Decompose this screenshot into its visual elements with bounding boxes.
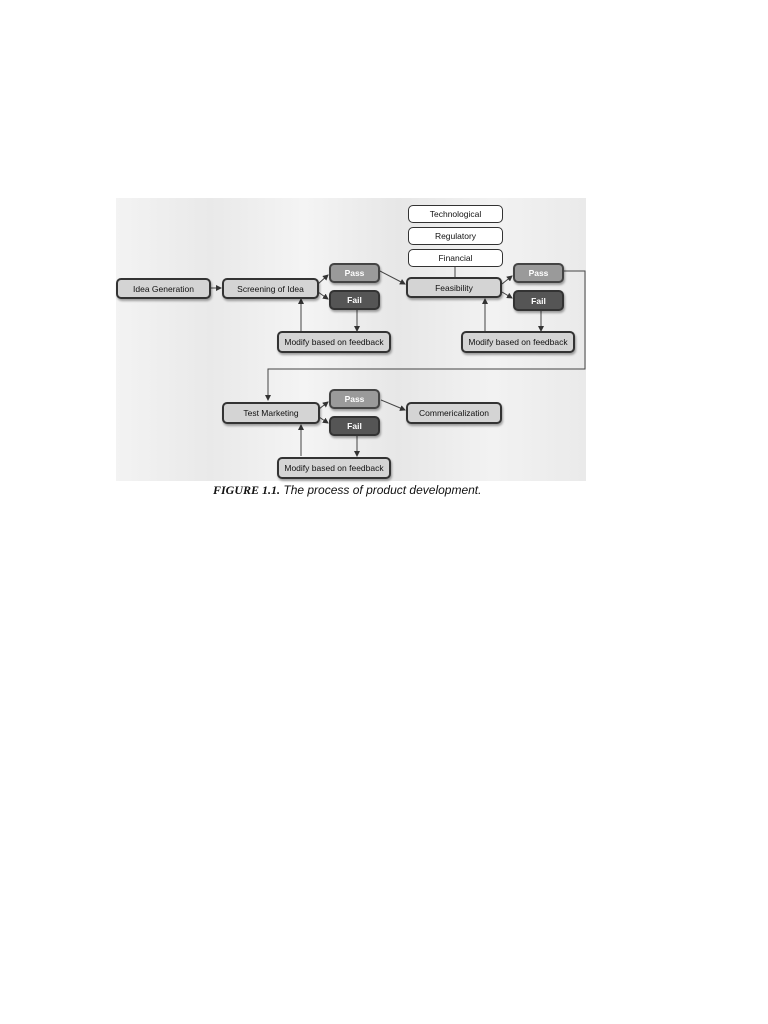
technological-node: Technological bbox=[408, 205, 503, 223]
fail-node-3: Fail bbox=[329, 416, 380, 436]
idea-generation-node: Idea Generation bbox=[116, 278, 211, 299]
figure-caption bbox=[213, 483, 481, 498]
arrow-test-marketing-to-pass-3 bbox=[319, 402, 328, 409]
arrow-screening-to-fail-1 bbox=[318, 292, 328, 299]
fail-node-2: Fail bbox=[513, 290, 564, 311]
arrow-test-marketing-to-fail-3 bbox=[319, 417, 328, 423]
pass-node-2: Pass bbox=[513, 263, 564, 283]
figure-caption-label: FIGURE 1.1. bbox=[213, 483, 281, 497]
modify-feedback-node-3: Modify based on feedback bbox=[277, 457, 391, 479]
financial-node: Financial bbox=[408, 249, 503, 267]
modify-feedback-node-1: Modify based on feedback bbox=[277, 331, 391, 353]
figure-caption-text: The process of product development. bbox=[283, 483, 482, 497]
arrow-screening-to-pass-1 bbox=[318, 275, 328, 284]
arrow-feasibility-to-pass-2 bbox=[502, 276, 512, 284]
modify-feedback-node-2: Modify based on feedback bbox=[461, 331, 575, 353]
fail-node-1: Fail bbox=[329, 290, 380, 310]
test-marketing-node: Test Marketing bbox=[222, 402, 320, 424]
feasibility-node: Feasibility bbox=[406, 277, 502, 298]
screening-node: Screening of Idea bbox=[222, 278, 319, 299]
pass-node-3: Pass bbox=[329, 389, 380, 409]
arrow-pass-3-to-commercialization bbox=[381, 400, 405, 410]
arrow-feasibility-to-fail-2 bbox=[502, 292, 512, 298]
arrow-pass-1-to-feasibility bbox=[380, 271, 405, 284]
commercialization-node: Commericalization bbox=[406, 402, 502, 424]
regulatory-node: Regulatory bbox=[408, 227, 503, 245]
pass-node-1: Pass bbox=[329, 263, 380, 283]
